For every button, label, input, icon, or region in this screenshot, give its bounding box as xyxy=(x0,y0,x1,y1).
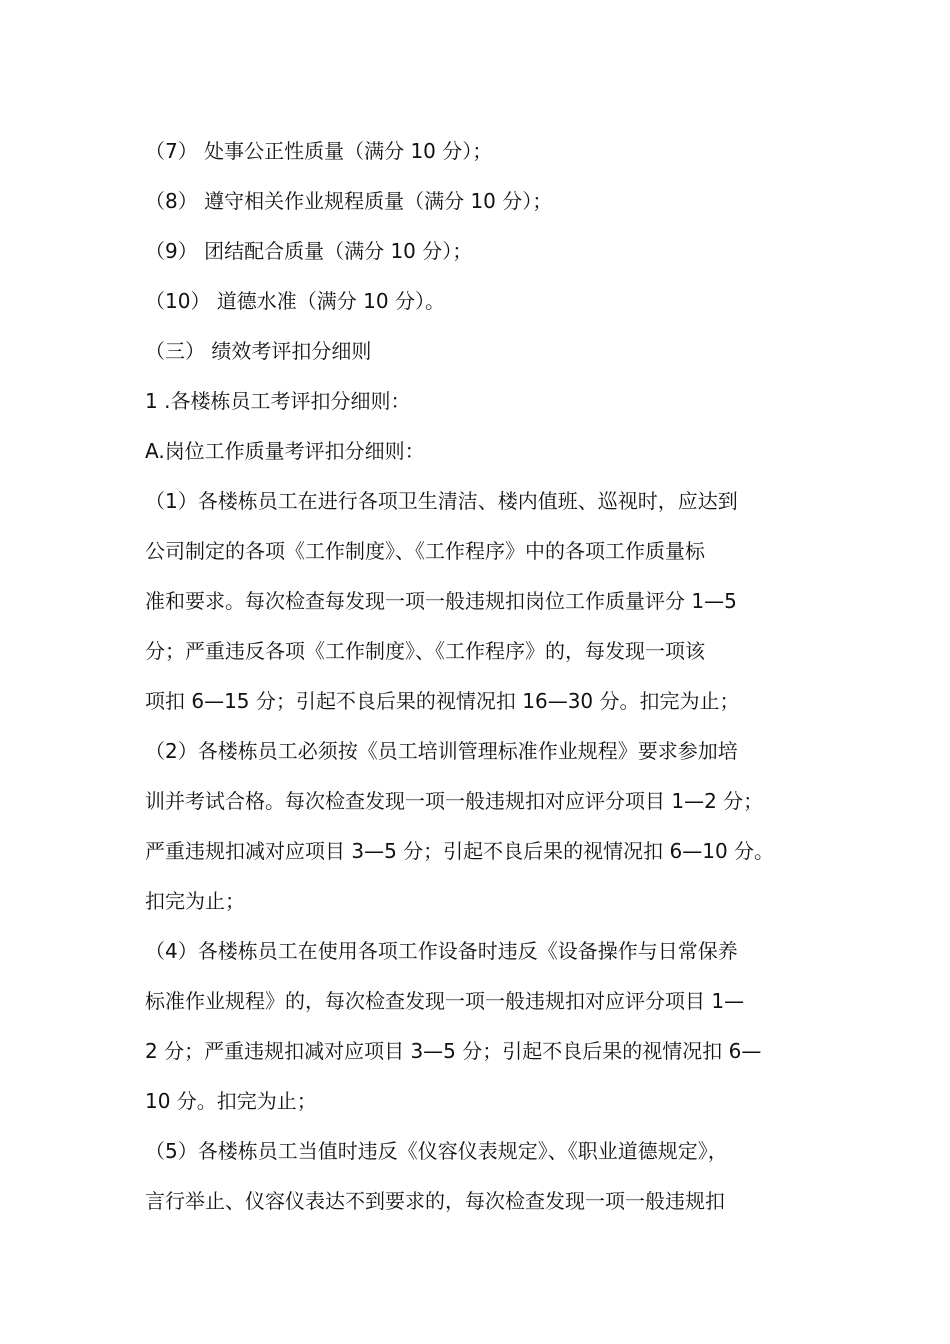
item-8-line: （8） 遵守相关作业规程质量（满分 10 分）； xyxy=(145,189,553,213)
item-7-line: （7） 处事公正性质量（满分 10 分）； xyxy=(145,139,493,163)
paragraph-1-line-2: 公司制定的各项《工作制度》、《工作程序》中的各项工作质量标 xyxy=(145,539,705,563)
paragraph-1-line-5: 项扣 6—15 分；引起不良后果的视情况扣 16—30 分。扣完为止； xyxy=(145,689,740,713)
paragraph-2-line-2: 训并考试合格。每次检查发现一项一般违规扣对应评分项目 1—2 分； xyxy=(145,789,764,813)
paragraph-2-line-1: （2）各楼栋员工必须按《员工培训管理标准作业规程》要求参加培 xyxy=(145,739,738,763)
paragraph-4-line-3: 2 分；严重违规扣减对应项目 3—5 分；引起不良后果的视情况扣 6— xyxy=(145,1039,762,1063)
section-heading: （三） 绩效考评扣分细则 xyxy=(145,339,372,363)
paragraph-1-line-3: 准和要求。每次检查每发现一项一般违规扣岗位工作质量评分 1—5 xyxy=(145,589,737,613)
paragraph-1-line-1: （1）各楼栋员工在进行各项卫生清洁、楼内值班、巡视时，应达到 xyxy=(145,489,738,513)
subsection-a-heading: A.岗位工作质量考评扣分细则： xyxy=(145,439,425,463)
paragraph-1-line-4: 分；严重违反各项《工作制度》、《工作程序》的，每发现一项该 xyxy=(145,639,705,663)
paragraph-2-line-3: 严重违规扣减对应项目 3—5 分；引起不良后果的视情况扣 6—10 分。 xyxy=(145,839,775,863)
paragraph-4-line-1: （4）各楼栋员工在使用各项工作设备时违反《设备操作与日常保养 xyxy=(145,939,738,963)
paragraph-4-line-4: 10 分。扣完为止； xyxy=(145,1089,317,1113)
document-body xyxy=(145,126,835,1226)
paragraph-4-line-2: 标准作业规程》的，每次检查发现一项一般违规扣对应评分项目 1— xyxy=(145,989,745,1013)
item-10-line: （10） 道德水准（满分 10 分）。 xyxy=(145,289,445,313)
paragraph-2-line-4: 扣完为止； xyxy=(145,889,245,913)
paragraph-5-line-2: 言行举止、仪容仪表达不到要求的，每次检查发现一项一般违规扣 xyxy=(145,1189,725,1213)
paragraph-5-line-1: （5）各楼栋员工当值时违反《仪容仪表规定》、《职业道德规定》， xyxy=(145,1139,728,1163)
subsection-heading: 1 .各楼栋员工考评扣分细则： xyxy=(145,389,411,413)
item-9-line: （9） 团结配合质量（满分 10 分）； xyxy=(145,239,473,263)
